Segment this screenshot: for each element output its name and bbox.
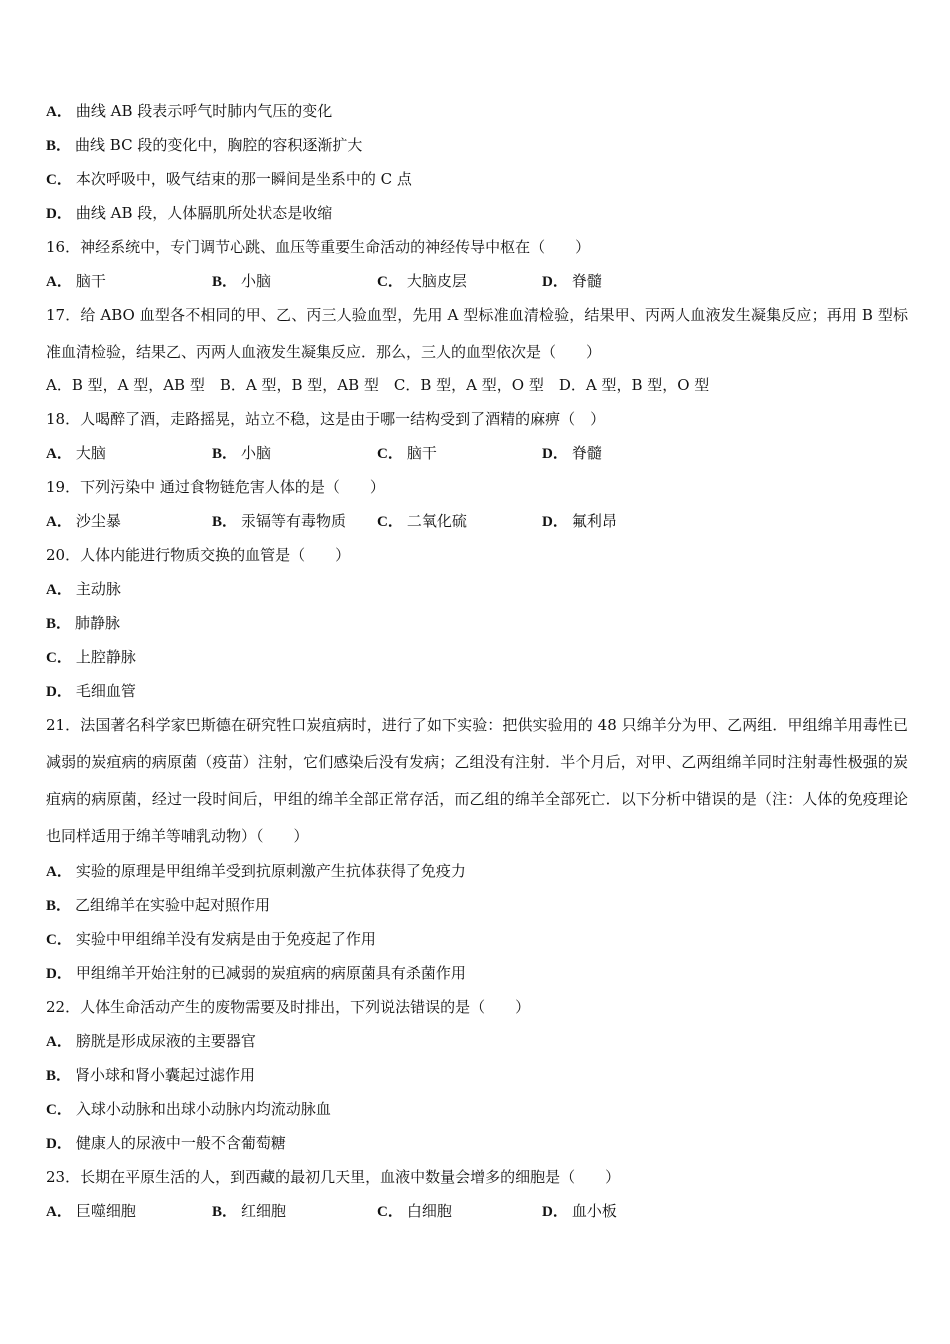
option-letter: A． xyxy=(46,864,72,880)
option-text: 曲线 AB 段，人体膈肌所处状态是收缩 xyxy=(75,204,333,222)
q18-stem: 18．人喝醉了酒，走路摇晃，站立不稳，这是由于哪一结构受到了酒精的麻痹（ ） xyxy=(46,410,606,428)
q21-option-d xyxy=(46,963,466,984)
q20-option-a xyxy=(46,579,121,600)
option-letter: A． xyxy=(46,274,72,290)
option-text: 膀胱是形成尿液的主要器官 xyxy=(75,1032,256,1050)
q16-option-b xyxy=(212,271,271,292)
q15-option-c xyxy=(46,169,412,190)
option-letter: A． xyxy=(46,104,72,120)
option-text: 血小板 xyxy=(571,1202,617,1220)
option-letter: A． xyxy=(46,1204,72,1220)
option-letter: B． xyxy=(46,1068,72,1084)
q23-stem: 23．长期在平原生活的人，到西藏的最初几天里，血液中数量会增多的细胞是（ ） xyxy=(46,1168,621,1186)
option-letter: D． xyxy=(46,206,72,222)
option-letter: D． xyxy=(542,514,568,530)
q23-option-c xyxy=(377,1201,452,1222)
q22-option-a xyxy=(46,1031,256,1052)
option-letter: A． xyxy=(46,1034,72,1050)
option-text: 乙组绵羊在实验中起对照作用 xyxy=(75,896,271,914)
option-letter: D． xyxy=(46,1136,72,1152)
q19-option-b xyxy=(212,511,346,532)
option-text: 实验中甲组绵羊没有发病是由于免疫起了作用 xyxy=(75,930,376,948)
q21-stem: 21．法国著名科学家巴斯德在研究牲口炭疽病时，进行了如下实验：把供实验用的 48 只绵羊分为甲、乙两组．甲组绵羊用毒性已减弱的炭疽病的病原菌（疫苗）注射，它们感染后没有发病；乙组没有注射．半个月后，对甲、乙两组绵羊同时注射毒性极强的炭疽病的病原菌，经过一段时间后，甲组的绵羊全部正常存活，而乙组的绵羊全部死亡．以下分析中错误的是（注：人体的免疫理论也同样适用于绵羊等哺乳动物）（ ） xyxy=(46,716,908,845)
q21-option-b xyxy=(46,895,270,916)
option-text: 毛细血管 xyxy=(75,682,136,700)
q15-option-d xyxy=(46,203,332,224)
q21-option-c xyxy=(46,929,376,950)
option-letter: C． xyxy=(377,514,403,530)
option-text: 肺静脉 xyxy=(75,614,121,632)
option-text: 曲线 AB 段表示呼气时肺内气压的变化 xyxy=(75,102,333,120)
option-text: 上腔静脉 xyxy=(75,648,136,666)
option-letter: D． xyxy=(46,684,72,700)
q20-option-b xyxy=(46,613,120,634)
option-text: 脊髓 xyxy=(571,444,602,462)
option-text: 氟利昂 xyxy=(571,512,617,530)
q18-option-d xyxy=(542,443,602,464)
option-text: 本次呼吸中，吸气结束的那一瞬间是坐系中的 C 点 xyxy=(75,170,412,188)
q21-option-a xyxy=(46,861,466,882)
q19-option-a xyxy=(46,511,121,532)
option-text: 沙尘暴 xyxy=(75,512,121,530)
option-letter: D． xyxy=(542,274,568,290)
option-text: 大脑 xyxy=(75,444,106,462)
option-text: 甲组绵羊开始注射的已减弱的炭疽病的病原菌具有杀菌作用 xyxy=(75,964,466,982)
option-letter: B． xyxy=(212,514,238,530)
q20-stem: 20．人体内能进行物质交换的血管是（ ） xyxy=(46,546,351,564)
option-text: 大脑皮层 xyxy=(406,272,467,290)
option-letter: C． xyxy=(46,932,72,948)
option-text: 主动脉 xyxy=(75,580,121,598)
option-letter: B． xyxy=(212,446,238,462)
q19-option-c xyxy=(377,511,467,532)
option-letter: C． xyxy=(46,172,72,188)
option-letter: C． xyxy=(377,1204,403,1220)
q18-option-c xyxy=(377,443,437,464)
option-letter: D． xyxy=(542,1204,568,1220)
q18-option-b xyxy=(212,443,271,464)
option-text: 肾小球和肾小囊起过滤作用 xyxy=(75,1066,256,1084)
option-text: 脑干 xyxy=(75,272,106,290)
q16-option-a xyxy=(46,271,106,292)
q17-options: A．B 型，A 型，AB 型 B．A 型，B 型，AB 型 C．B 型，A 型，O 型 D．A 型，B 型，O 型 xyxy=(46,376,710,394)
q20-option-c xyxy=(46,647,136,668)
q23-option-b xyxy=(212,1201,286,1222)
q18-option-a xyxy=(46,443,106,464)
q22-stem: 22．人体生命活动产生的废物需要及时排出，下列说法错误的是（ ） xyxy=(46,998,531,1016)
option-letter: B． xyxy=(46,616,72,632)
option-letter: A． xyxy=(46,446,72,462)
option-text: 二氧化硫 xyxy=(406,512,467,530)
option-text: 巨噬细胞 xyxy=(75,1202,136,1220)
q17-stem: 17．给 ABO 血型各不相同的甲、乙、丙三人验血型，先用 A 型标准血清检验，结果甲、丙两人血液发生凝集反应；再用 B 型标准血清检验，结果乙、丙两人血液发生凝集反应．那么，三人的血型依次是（ ） xyxy=(46,306,908,361)
q22-option-c xyxy=(46,1099,331,1120)
q23-option-a xyxy=(46,1201,136,1222)
option-text: 白细胞 xyxy=(406,1202,452,1220)
q19-stem: 19．下列污染中 通过食物链危害人体的是（ ） xyxy=(46,478,385,496)
option-letter: B． xyxy=(46,898,72,914)
q19-option-d xyxy=(542,511,617,532)
option-text: 曲线 BC 段的变化中，胸腔的容积逐渐扩大 xyxy=(75,136,363,154)
option-text: 小脑 xyxy=(241,272,272,290)
q22-option-d xyxy=(46,1133,286,1154)
option-text: 入球小动脉和出球小动脉内均流动脉血 xyxy=(75,1100,331,1118)
option-letter: D． xyxy=(46,966,72,982)
option-letter: C． xyxy=(377,446,403,462)
q22-option-b xyxy=(46,1065,255,1086)
option-text: 脊髓 xyxy=(571,272,602,290)
q20-option-d xyxy=(46,681,136,702)
option-letter: A． xyxy=(46,582,72,598)
option-text: 小脑 xyxy=(241,444,272,462)
q16-option-c xyxy=(377,271,467,292)
option-letter: B． xyxy=(212,1204,238,1220)
q15-option-a xyxy=(46,101,332,122)
option-letter: D． xyxy=(542,446,568,462)
option-letter: B． xyxy=(212,274,238,290)
option-letter: C． xyxy=(46,650,72,666)
q16-stem: 16．神经系统中，专门调节心跳、血压等重要生命活动的神经传导中枢在（ ） xyxy=(46,238,591,256)
q16-option-d xyxy=(542,271,602,292)
option-text: 脑干 xyxy=(406,444,437,462)
option-letter: A． xyxy=(46,514,72,530)
option-letter: B． xyxy=(46,138,72,154)
option-letter: C． xyxy=(377,274,403,290)
option-text: 汞镉等有毒物质 xyxy=(241,512,347,530)
option-letter: C． xyxy=(46,1102,72,1118)
q15-option-b xyxy=(46,135,362,156)
option-text: 实验的原理是甲组绵羊受到抗原刺激产生抗体获得了免疫力 xyxy=(75,862,466,880)
option-text: 健康人的尿液中一般不含葡萄糖 xyxy=(75,1134,286,1152)
option-text: 红细胞 xyxy=(241,1202,287,1220)
q23-option-d xyxy=(542,1201,617,1222)
